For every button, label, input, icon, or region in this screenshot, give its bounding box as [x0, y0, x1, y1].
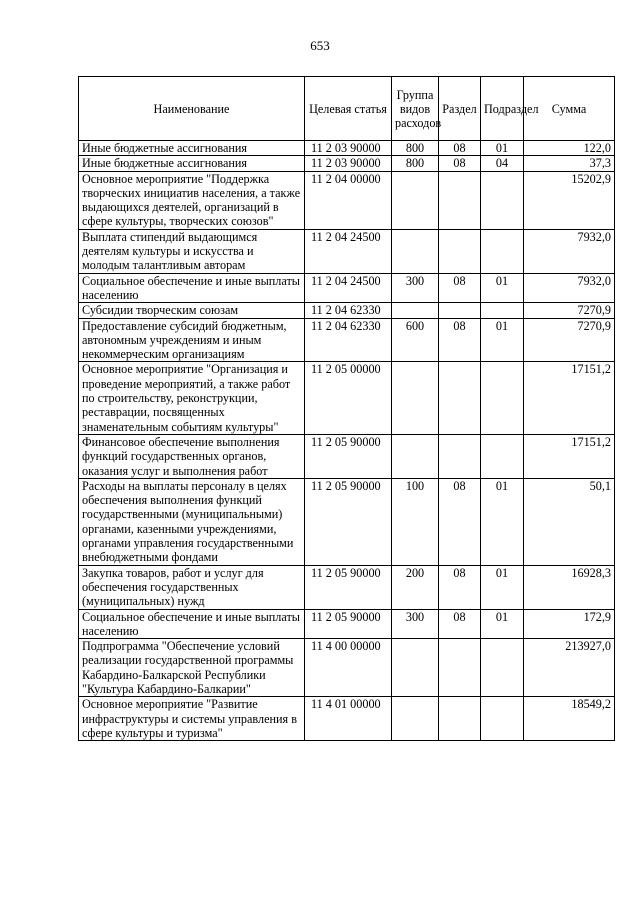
cell-name: Иные бюджетные ассигнования — [79, 156, 305, 171]
cell-subsection — [481, 434, 524, 478]
header-subsection: Подраздел — [481, 77, 524, 141]
cell-name: Основное мероприятие "Развитие инфраструктуры и системы управления в сфере культуры и туризма" — [79, 697, 305, 741]
cell-group — [392, 434, 439, 478]
cell-subsection: 01 — [481, 318, 524, 362]
cell-name: Социальное обеспечение и иные выплаты населению — [79, 609, 305, 639]
cell-section: 08 — [439, 565, 481, 609]
cell-group — [392, 229, 439, 273]
cell-code: 11 4 01 00000 — [305, 697, 392, 741]
header-name: Наименование — [79, 77, 305, 141]
cell-sum: 37,3 — [524, 156, 615, 171]
cell-name: Социальное обеспечение и иные выплаты населению — [79, 273, 305, 303]
cell-code: 11 2 05 90000 — [305, 478, 392, 565]
table-row — [79, 171, 615, 229]
cell-subsection: 01 — [481, 565, 524, 609]
cell-name: Выплата стипендий выдающимся деятелям культуры и искусства и молодым талантливым авторам — [79, 229, 305, 273]
table-row — [79, 609, 615, 639]
cell-name: Субсидии творческим союзам — [79, 303, 305, 318]
cell-name: Закупка товаров, работ и услуг для обеспечения государственных (муниципальных) нужд — [79, 565, 305, 609]
cell-code: 11 2 04 62330 — [305, 318, 392, 362]
header-code: Целевая статья — [305, 77, 392, 141]
table-row — [79, 303, 615, 318]
cell-sum: 17151,2 — [524, 434, 615, 478]
cell-section — [439, 434, 481, 478]
cell-section: 08 — [439, 318, 481, 362]
cell-section: 08 — [439, 273, 481, 303]
table-row — [79, 273, 615, 303]
cell-name: Основное мероприятие "Поддержка творческих инициатив населения, а также выдающихся деятелей, организаций в сфере культуры, творческих союзов" — [79, 171, 305, 229]
cell-group: 800 — [392, 141, 439, 156]
budget-table — [78, 76, 615, 741]
cell-code: 11 2 05 90000 — [305, 609, 392, 639]
cell-group — [392, 362, 439, 434]
cell-section: 08 — [439, 478, 481, 565]
cell-sum: 17151,2 — [524, 362, 615, 434]
table-row — [79, 434, 615, 478]
cell-sum: 213927,0 — [524, 639, 615, 697]
cell-group: 800 — [392, 156, 439, 171]
cell-name: Иные бюджетные ассигнования — [79, 141, 305, 156]
cell-group: 300 — [392, 273, 439, 303]
cell-sum: 172,9 — [524, 609, 615, 639]
table-row — [79, 141, 615, 156]
cell-subsection — [481, 303, 524, 318]
cell-section: 08 — [439, 156, 481, 171]
cell-subsection: 04 — [481, 156, 524, 171]
cell-group: 600 — [392, 318, 439, 362]
cell-sum: 7932,0 — [524, 229, 615, 273]
cell-code: 11 2 04 24500 — [305, 273, 392, 303]
cell-code: 11 2 03 90000 — [305, 156, 392, 171]
cell-sum: 16928,3 — [524, 565, 615, 609]
header-section: Раздел — [439, 77, 481, 141]
cell-code: 11 2 05 90000 — [305, 434, 392, 478]
cell-group: 100 — [392, 478, 439, 565]
cell-name: Предоставление субсидий бюджетным, автономным учреждениям и иным некоммерческим организациям — [79, 318, 305, 362]
cell-code: 11 2 05 90000 — [305, 565, 392, 609]
table-row — [79, 318, 615, 362]
cell-sum: 7270,9 — [524, 318, 615, 362]
cell-name: Основное мероприятие "Организация и проведение мероприятий, а также работ по строительству, реконструкции, реставрации, посвященных знаменательным событиям культуры" — [79, 362, 305, 434]
cell-name: Подпрограмма "Обеспечение условий реализации государственной программы Кабардино-Балкарской Республики "Культура Кабардино-Балкарии" — [79, 639, 305, 697]
cell-section — [439, 697, 481, 741]
table-row — [79, 565, 615, 609]
cell-sum: 18549,2 — [524, 697, 615, 741]
header-group: Группа видов расходов — [392, 77, 439, 141]
cell-section: 08 — [439, 609, 481, 639]
cell-sum: 122,0 — [524, 141, 615, 156]
table-row — [79, 229, 615, 273]
cell-code: 11 2 05 00000 — [305, 362, 392, 434]
cell-subsection — [481, 639, 524, 697]
cell-section: 08 — [439, 141, 481, 156]
cell-code: 11 2 04 00000 — [305, 171, 392, 229]
cell-section — [439, 362, 481, 434]
cell-section — [439, 171, 481, 229]
cell-subsection: 01 — [481, 141, 524, 156]
cell-code: 11 4 00 00000 — [305, 639, 392, 697]
cell-subsection: 01 — [481, 273, 524, 303]
table-row — [79, 639, 615, 697]
cell-name: Финансовое обеспечение выполнения функций государственных органов, оказания услуг и выполнения работ — [79, 434, 305, 478]
cell-section — [439, 229, 481, 273]
cell-group — [392, 171, 439, 229]
cell-section — [439, 303, 481, 318]
cell-sum: 50,1 — [524, 478, 615, 565]
cell-section — [439, 639, 481, 697]
cell-subsection: 01 — [481, 478, 524, 565]
cell-group — [392, 303, 439, 318]
header-sum: Сумма — [524, 77, 615, 141]
table-row — [79, 156, 615, 171]
cell-group: 300 — [392, 609, 439, 639]
cell-sum: 7932,0 — [524, 273, 615, 303]
cell-group: 200 — [392, 565, 439, 609]
cell-sum: 15202,9 — [524, 171, 615, 229]
page-number: 653 — [310, 38, 330, 53]
table-header-row — [79, 77, 615, 141]
cell-group — [392, 697, 439, 741]
cell-name: Расходы на выплаты персоналу в целях обеспечения выполнения функций государственными (муниципальными) органами, казенными учреждениями, органами управления государственными внебюджетными фондами — [79, 478, 305, 565]
cell-code: 11 2 03 90000 — [305, 141, 392, 156]
cell-subsection — [481, 229, 524, 273]
table-row — [79, 478, 615, 565]
cell-code: 11 2 04 62330 — [305, 303, 392, 318]
cell-sum: 7270,9 — [524, 303, 615, 318]
cell-subsection — [481, 697, 524, 741]
cell-subsection: 01 — [481, 609, 524, 639]
cell-subsection — [481, 171, 524, 229]
cell-subsection — [481, 362, 524, 434]
table-row — [79, 362, 615, 434]
cell-group — [392, 639, 439, 697]
cell-code: 11 2 04 24500 — [305, 229, 392, 273]
table-row — [79, 697, 615, 741]
